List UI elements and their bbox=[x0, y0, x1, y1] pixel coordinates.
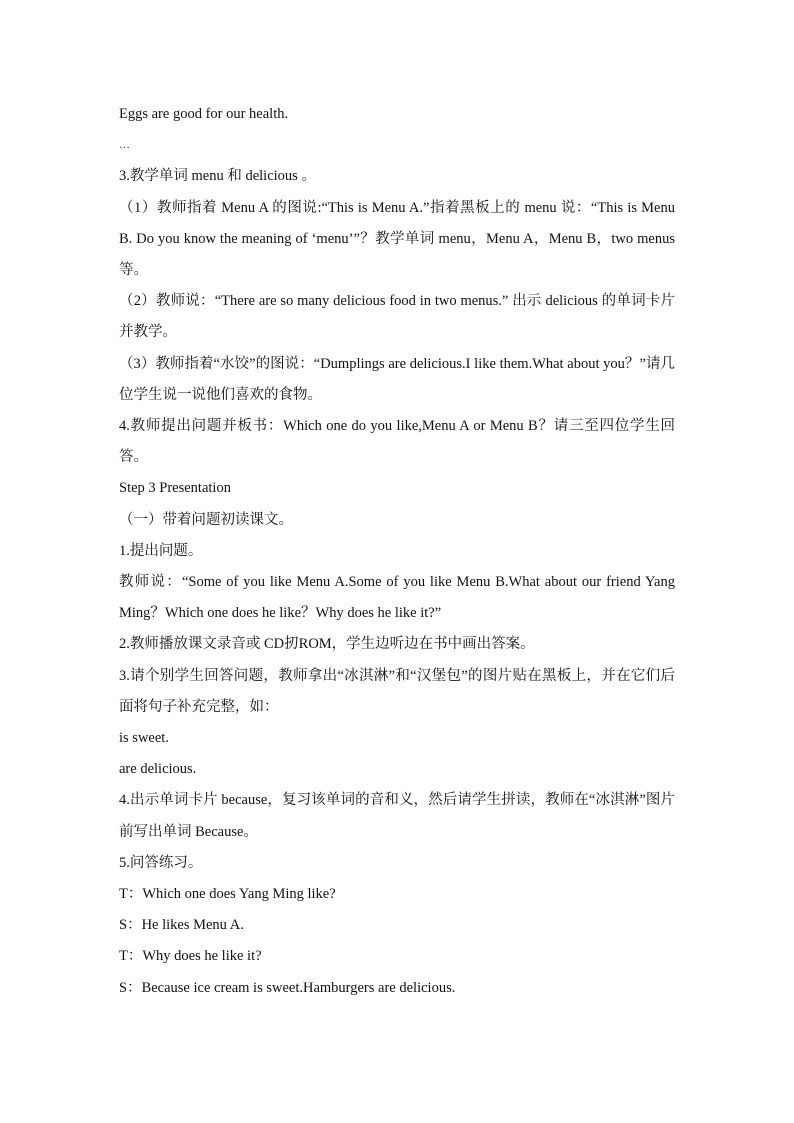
step-heading: 5.问答练习。 bbox=[119, 854, 203, 871]
section-heading: Step 3 Presentation bbox=[119, 480, 231, 497]
dialogue-line: T：Which one does Yang Ming like? bbox=[119, 886, 336, 903]
document-body bbox=[119, 99, 675, 1004]
text-line: 2.教师播放课文录音或 CD扨ROM，学生边听边在书中画出答案。 bbox=[119, 636, 535, 653]
paragraph: 3.请个别学生回答问题，教师拿出“冰淇淋”和“汉堡包”的图片贴在黑板上，并在它们后面将句子补充完整，如： bbox=[119, 667, 675, 715]
step-heading: 1.提出问题。 bbox=[119, 542, 203, 559]
dialogue-line: S：Because ice cream is sweet.Hamburgers are delicious. bbox=[119, 979, 456, 996]
step-heading: 3.教学单词 menu 和 delicious 。 bbox=[119, 168, 316, 185]
text-line: is sweet. bbox=[119, 730, 169, 747]
ellipsis-line: … bbox=[119, 139, 131, 152]
subsection-heading: （一）带着问题初读课文。 bbox=[119, 511, 293, 528]
paragraph: 4.教师提出问题并板书：Which one do you like,Menu A or Menu B？请三至四位学生回答。 bbox=[119, 418, 675, 466]
paragraph: 教师说：“Some of you like Menu A.Some of you like Menu B.What about our friend Yang Ming？Which one does he like？Why does he like it?” bbox=[119, 574, 675, 622]
paragraph: （3）教师指着“水饺”的图说：“Dumplings are delicious.I like them.What about you？”请几位学生说一说他们喜欢的食物。 bbox=[119, 355, 675, 403]
dialogue-line: T：Why does he like it? bbox=[119, 948, 262, 965]
text-line: Eggs are good for our health. bbox=[119, 106, 289, 122]
paragraph: （1）教师指着 Menu A 的图说:“This is Menu A.”指着黑板上的 menu 说：“This is Menu B. Do you know the meaning of ‘menu’”？教学单词 menu，Menu A，Menu B，two menus 等。 bbox=[119, 199, 675, 279]
dialogue-line: S：He likes Menu A. bbox=[119, 917, 244, 934]
paragraph: 4.出示单词卡片 because，复习该单词的音和义，然后请学生拼读，教师在“冰淇淋”图片前写出单词 Because。 bbox=[119, 792, 675, 840]
paragraph: （2）教师说：“There are so many delicious food in two menus.” 出示 delicious 的单词卡片并教学。 bbox=[119, 293, 675, 341]
text-line: are delicious. bbox=[119, 761, 197, 778]
